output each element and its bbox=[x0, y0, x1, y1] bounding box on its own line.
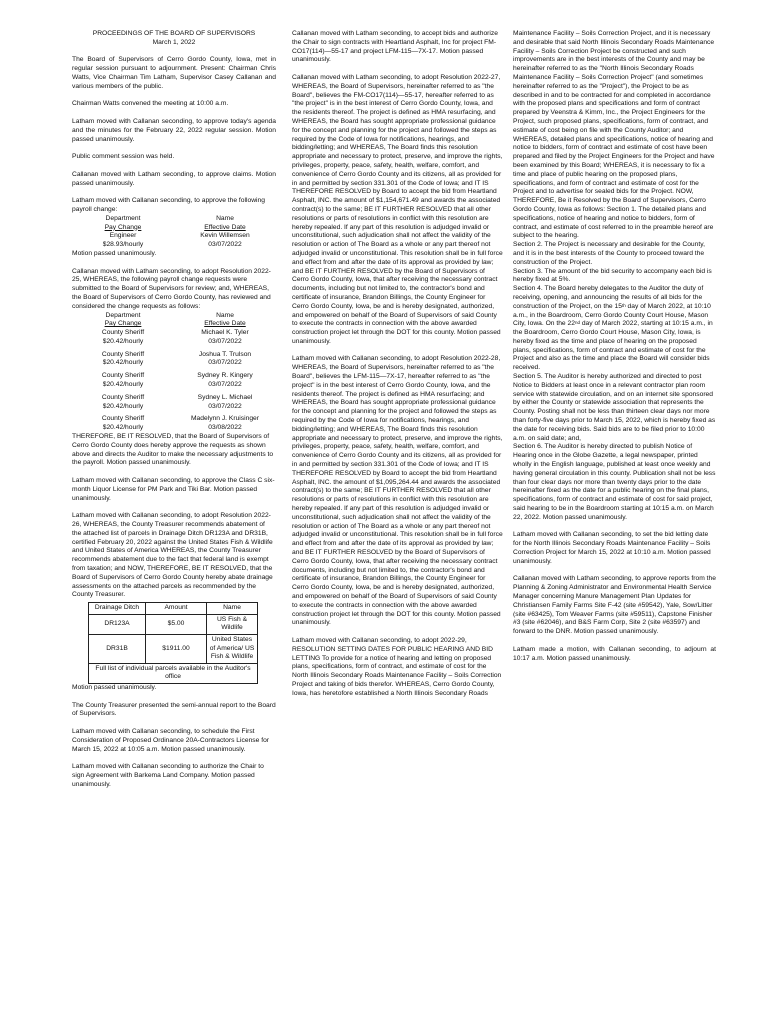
col-header: Name bbox=[207, 603, 258, 615]
table-row bbox=[89, 634, 258, 663]
column-2 bbox=[292, 30, 503, 699]
document-title: PROCEEDINGS OF THE BOARD OF SUPERVISORS bbox=[92, 30, 256, 37]
cell: 03/07/2022 bbox=[208, 241, 242, 249]
cell: Sydney R. Kingery bbox=[197, 372, 253, 380]
column-1 bbox=[72, 30, 276, 790]
col-header: Name bbox=[216, 214, 234, 222]
col-header: Pay Change bbox=[104, 223, 142, 231]
table-footer-row bbox=[89, 663, 258, 683]
paragraph: Callanan moved with Latham seconding, to adopt Resolution 2022-25, WHEREAS, the following payroll change requests were submitted to the Board of Supervisors for review; and, WHEREAS, the Board of Supervisors of Cerro Gordo County, has reviewed and considered the change requests as follows: bbox=[72, 267, 271, 310]
paragraph: Callanan moved with Latham seconding, to accept bids and authorize the Chair to sign contracts with Heartland Asphalt, Inc for project FM-CO17(114)—55-17 and project LFM-115—7X-17. Motion passed unanimously. bbox=[292, 30, 498, 64]
paragraph: Public comment session was held. bbox=[72, 153, 175, 161]
paragraph: The County Treasurer presented the semi-annual report to the Board of Supervisors. bbox=[72, 701, 276, 718]
cell: Full list of individual parcels available in the Auditor's office bbox=[89, 663, 258, 683]
cell: Engineer bbox=[109, 232, 137, 240]
payroll-rows bbox=[72, 329, 276, 433]
paragraph: Callanan moved with Latham seconding, to approve reports from the Planning & Zoning Administrator and Environmental Health Service Manager concerning Manure Management Plan Updates for Christiansen Family Farms Site F-42 (site #59542), Yale, Sow/Litter (site #63425), Tom Weaver Farms (site #59511), Capstone Finisher #3 (site #62046), and B&S Farm Corp, Site 2 (site #63597) and forward to the DNR. Motion passed unanimously. bbox=[513, 575, 716, 636]
cell: County Sheriff bbox=[101, 350, 145, 358]
payroll-row bbox=[72, 351, 276, 369]
paragraph: Latham moved with Callanan seconding, to adopt Resolution 2022-28, WHEREAS, the Board of Supervisors, hereinafter referred to as "the Board", believes the LFM-115—7X-17, hereafter referred to as "the project" is in the best interest of Cerro Gordo County, Iowa, and the residents thereof. The project is defined as HMA resurfacing; and WHEREAS, the Board has sought appropriate professional guidance for the concept and planning for the project and followed the steps as required by the Code of Iowa for notifications, hearings, and bidding/letting; and WHEREAS, The Board finds this resolution appropriate and necessary to protect, preserve, and improve the rights, privileges, property, peace, safety, health, welfare, comfort, and convenience of Cerro Gordo County and its citizens, all as provided for in and permitted by section 331.301 of the Code of Iowa; and IT IS THEREFORE RESOLVED by Board to accept the bid from Heartland Asphalt, INC. the amount of $1,095,264.44 and awards the associated contract(s) to the same; BE IT FURTHER RESOLVED that all other resolutions or parts of resolutions in conflict with this resolution are hereby repealed. If any part of this resolution is adjudged invalid or unconstitutional, such adjudication shall not affect the validity of the resolution or action of The Board as a whole or any part thereof not adjudged invalid or unconstitutional. This resolution shall be in full force and effect from and after the date of its approval as provided by law; and BE IT FURTHER RESOLVED by the Board of Supervisors of Cerro Gordo County, Iowa, that after receiving the necessary contract documents, including but not limited to, the contractor's bond and certificate of insurance, Brandon Billings, the County Engineer for Cerro Gordo County, Iowa, be and is hereby designated, authorized, and empowered on behalf of the Board of Supervisors of said County to execute the contracts in connection with the above awarded construction project let through the DOT for this county. Motion passed unanimously. bbox=[292, 355, 503, 627]
paragraph: Chairman Watts convened the meeting at 10:00 a.m. bbox=[72, 100, 229, 108]
col-header: Effective Date bbox=[204, 320, 246, 328]
payroll-row bbox=[72, 372, 276, 390]
document-date: March 1, 2022 bbox=[152, 38, 196, 46]
text-run: day of March 2022, starting at 10:15 a.m., in the Boardroom, Cerro Gordo Court House, Mason City, Iowa, is hereby fixed as the time and place of hearing on the proposed plans, specifications, form of contract and estimate of cost for the Project and also as the time and place the Board will consider bids received. bbox=[513, 320, 713, 372]
cell: County Sheriff bbox=[101, 415, 145, 423]
paragraph: Section 5. The Auditor is hereby authorized and directed to post Notice to Bidders at least once in a relevant contractor plan room service with statewide circulation, and on an internet site sponsored by either the County or statewide association that represents the County. Posting shall not be less than thirteen clear days nor more than forty-five days prior to March 15, 2022, which is hereby fixed as the date for receiving bids. Said bids are to be filed prior to 10:00 a.m. on said date; and, bbox=[513, 373, 716, 442]
cell: Kevin Willemsen bbox=[200, 232, 250, 240]
cell: $20.42/hourly bbox=[102, 359, 144, 367]
cell: County Sheriff bbox=[101, 329, 145, 337]
table-header-row bbox=[89, 603, 258, 615]
text-run: Section 4. The Board hereby delegates to the Auditor the duty of receiving, opening, and announcing the results of all bids for the construction of the Project, on the 15 bbox=[513, 285, 704, 310]
cell: Sydney L. Michael bbox=[197, 393, 253, 401]
paragraph: Motion passed unanimously. bbox=[72, 249, 157, 257]
col-header: Name bbox=[216, 311, 234, 319]
paragraph: Latham moved with Callanan seconding, to adopt 2022-29, RESOLUTION SETTING DATES FOR PUBLIC HEARING AND BID LETTING To provide for a notice of hearing and letting on proposed plans, specifications, form of contract, and estimate of cost for the North Illinois Secondary Roads Maintenance Facility – Soils Correction Project and taking of bids therefor. WHEREAS, Cerro Gordo County, Iowa, has heretofore established a North Illinois Secondary Roads bbox=[292, 636, 502, 697]
payroll-row bbox=[72, 394, 276, 412]
cell: 03/07/2022 bbox=[208, 359, 242, 367]
paragraph: Motion passed unanimously. bbox=[72, 683, 157, 691]
cell: Madelynn J. Kruisinger bbox=[190, 415, 260, 423]
paragraph: Section 6. The Auditor is hereby directed to publish Notice of Hearing once in the Globe Gazette, a legal newspaper, printed wholly in the English language, published at least once weekly and having general circulation in this county. Publication shall not be less than four clear days nor more than twenty days prior to the date hereinafter fixed as the date for a public hearing on the final plans, specifications, form of contract and estimate of cost for said project, said hearing to be in the Boardroom starting at 10:15 a.m. on March 22, 2022. Motion passed unanimously. bbox=[513, 443, 716, 521]
cell: 03/07/2022 bbox=[208, 381, 242, 389]
cell: Joshua T. Trulson bbox=[198, 350, 252, 358]
cell: County Sheriff bbox=[101, 372, 145, 380]
col-header: Effective Date bbox=[204, 223, 246, 231]
cell: $28.93/hourly bbox=[102, 241, 144, 249]
superscript: nd bbox=[574, 320, 580, 326]
drainage-ditch-table bbox=[88, 602, 258, 684]
paragraph: Section 3. The amount of the bid security to accompany each bid is hereby fixed at 5%. bbox=[513, 267, 712, 284]
col-header: Amount bbox=[146, 603, 207, 615]
cell: Michael K. Tyler bbox=[201, 329, 249, 337]
cell: $20.42/hourly bbox=[102, 424, 144, 432]
col-header: Pay Change bbox=[104, 320, 142, 328]
paragraph: Latham moved with Callanan seconding, to approve the Class C six-month Liquor License for PM Park and Tiki Bar. Motion passed unanimously. bbox=[72, 477, 275, 502]
cell: United States of America/ US Fish & Wildlife bbox=[207, 634, 258, 663]
paragraph: Latham made a motion, with Callanan seconding, to adjourn at 10:17 a.m. Motion passed unanimously. bbox=[513, 645, 716, 662]
cell: US Fish & Wildlife bbox=[207, 614, 258, 634]
paragraph bbox=[513, 285, 716, 373]
column-3 bbox=[513, 30, 716, 663]
paragraph: THEREFORE, BE IT RESOLVED, that the Board of Supervisors of Cerro Gordo County does hereby approve the requests as shown above and directs the Auditor to make the necessary adjustments to the payroll. Motion passed unanimously. bbox=[72, 433, 274, 467]
paragraph: Section 2. The Project is necessary and desirable for the County, and it is in the best interests of the County to proceed toward the construction of the Project. bbox=[513, 241, 705, 266]
cell: DR123A bbox=[89, 614, 146, 634]
paragraph: Callanan moved with Latham seconding, to adopt Resolution 2022-27, WHEREAS, the Board of Supervisors, hereinafter referred to as "the Board", believes the FM-CO17(114)—55-17, hereafter referred to as "the project" is in the best interest of Cerro Gordo County, Iowa, and the residents thereof. The project is defined as HMA resurfacing, and WHEREAS, the Board has sought appropriate professional guidance for the concept and planning for the project and followed the steps as required by the Code of Iowa for notifications, hearings, and bidding/letting; and WHEREAS, The Board finds this resolution appropriate and necessary to protect, preserve, and improve the rights, privileges, property, peace, safety, health, welfare, comfort, and convenience of Cerro Gordo County and its citizens, all as provided for in and permitted by section 331.301 of the Code of Iowa; and IT IS THEREFORE RESOLVED by Board to accept the bid from Heartland Asphalt, INC. the amount of $1,154,671.49 and awards the associated contract(s) to the same; BE IT FURTHER RESOLVED that all other resolutions or parts of resolutions in conflict with this resolution are hereby repealed. If any part of this resolution is adjudged invalid or unconstitutional, such adjudication shall not affect the validity of the resolution or action of The Board as a whole or any part thereof not adjudged invalid or unconstitutional. This resolution shall be in full force and effect from and after the date of its approval as provided by law; and BE IT FURTHER RESOLVED by the Board of Supervisors of Cerro Gordo County, Iowa, that after receiving the necessary contract documents, including but not limited to, the contractor's bond and certificate of insurance, Brandon Billings, the County Engineer for Cerro Gordo County, Iowa, be and is hereby designated, authorized, and empowered on behalf of the Board of Supervisors of said County to execute the contracts in connection with the above awarded construction project let through the DOT for this county. Motion passed unanimously. bbox=[292, 73, 503, 345]
payroll-change-table-2 bbox=[72, 312, 276, 330]
paragraph: Latham moved with Callanan seconding, to approve today's agenda and the minutes for the February 22, 2022 regular session. Motion passed unanimously. bbox=[72, 117, 276, 143]
cell: $1911.00 bbox=[146, 634, 207, 663]
table-row bbox=[89, 614, 258, 634]
cell: $20.42/hourly bbox=[102, 381, 144, 389]
paragraph: The Board of Supervisors of Cerro Gordo County, Iowa, met in regular session pursuant to adjournment. Present: Chairman Chris Watts, Vice Chairman Tim Latham, Supervisor Casey Callanan and various members of the public. bbox=[72, 56, 276, 90]
payroll-row bbox=[72, 329, 276, 347]
paragraph: Latham moved with Callanan seconding, to adopt Resolution 2022-26, WHEREAS, the County Treasurer recommends abatement of the attached list of parcels in Drainage Ditch DR123A and DR31B, certified February 20, 2022 against the United States Fish & Wildlife and United States of America WHEREAS, the County Treasurer recommends abatement due to the fact that federal land is exempt from taxation; and NOW, THEREFORE, BE IT RESOLVED, that the Board of Supervisors of Cerro Gordo County hereby abate drainage assessments on the attached parcels as recommended by the County Treasurer. bbox=[72, 512, 273, 599]
col-header: Department bbox=[105, 311, 141, 319]
paragraph: Callanan moved with Latham seconding, to approve claims. Motion passed unanimously. bbox=[72, 170, 276, 187]
cell: $20.42/hourly bbox=[102, 337, 144, 345]
cell: 03/07/2022 bbox=[208, 337, 242, 345]
cell: DR31B bbox=[89, 634, 146, 663]
paragraph: Maintenance Facility – Soils Correction Project, and it is necessary and desirable that said North Illinois Secondary Roads Maintenance Facility – Soils Correction Project be constructed and such improvements are in the best interests of the County and may be hereinafter referred to as the "North Illinois Secondary Roads Maintenance Facility – Soils Correction Project" (and sometimes hereinafter referred to as the "Project"), the Project to be as described in and to be contracted for and completed in accordance with the proposed plans and specifications and form of contract prepared by Veenstra & Kimm, Inc., the Project Engineers for the Project, such proposed plans, specifications, form of contract, and estimate of cost being on file with the County Auditor; and WHEREAS, detailed plans and specifications, notice of hearing and notice to bidders, form of contract and estimate of cost have been prepared and filed by the Project Engineers for the Project and have been examined by this Board; WHEREAS, it is necessary to fix a time and place of public hearing on the proposed plans, specifications, and form of contract and estimate of cost for the Project and to advertise for sealed bids for the Project. NOW, THEREFORE, Be it Resolved by the Board of Supervisors, Cerro Gordo County, Iowa as follows: Section 1. The detailed plans and specifications, notice of hearing and notice to bidders, form of contract, and estimate of cost referred to in the preamble hereof are subject to the hearing. bbox=[513, 30, 715, 240]
paragraph: Latham moved with Callanan seconding to authorize the Chair to sign Agreement with Barkema Land Company. Motion passed unanimously. bbox=[72, 763, 264, 788]
cell: $20.42/hourly bbox=[102, 402, 144, 410]
payroll-change-table-1 bbox=[72, 215, 276, 250]
col-header: Drainage Ditch bbox=[89, 603, 146, 615]
col-header: Department bbox=[105, 214, 141, 222]
cell: $5.00 bbox=[146, 614, 207, 634]
text-run: day of March 2022, at 10:10 a.m., in the Boardroom, Cerro Gordo County Court House, Mason City, Iowa. On the 22 bbox=[513, 302, 711, 328]
cell: 03/07/2022 bbox=[208, 402, 242, 410]
paragraph: Latham moved with Callanan seconding, to set the bid letting date for the North Illinois Secondary Roads Maintenance Facility – Soils Correction Project for March 15, 2022 at 10:10 a.m. Motion passed unanimously. bbox=[513, 531, 711, 565]
superscript: th bbox=[621, 302, 626, 308]
payroll-row bbox=[72, 415, 276, 433]
paragraph: Latham moved with Callanan seconding, to approve the following payroll change: bbox=[72, 197, 265, 213]
cell: County Sheriff bbox=[101, 393, 145, 401]
paragraph: Latham moved with Callanan seconding, to schedule the First Consideration of Proposed Ordinance 20A-Contractors License for March 15, 2022 at 10:05 a.m. Motion passed unanimously. bbox=[72, 727, 270, 753]
cell: 03/08/2022 bbox=[208, 424, 242, 432]
